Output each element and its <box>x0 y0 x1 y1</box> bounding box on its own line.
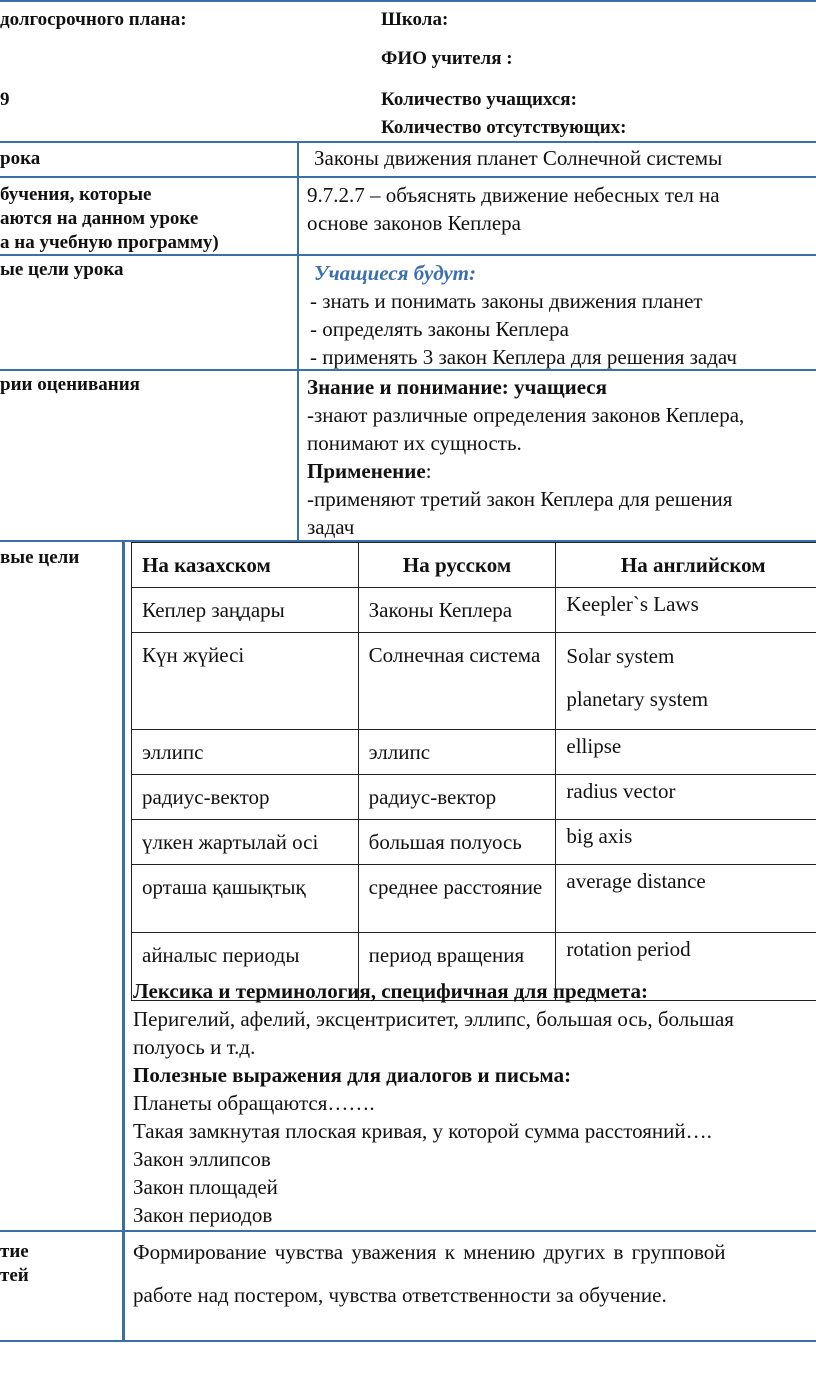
phrase-item: Такая замкнутая плоская кривая, у которой сумма расстояний…. <box>133 1119 712 1143</box>
criteria-line: -применяют третий закон Кеплера для решения <box>307 487 733 511</box>
russian-term: Законы Кеплера <box>358 588 556 633</box>
english-term-line: Solar system <box>566 644 675 668</box>
column-divider <box>297 141 299 541</box>
absent-label: Количество отсутствующих: <box>381 117 627 138</box>
lesson-goal-item: - знать и понимать законы движения планет <box>310 289 703 313</box>
language-goals-label: вые цели <box>0 547 80 568</box>
table-row <box>132 775 816 820</box>
english-term: big axis <box>556 820 816 865</box>
phrases-title: Полезные выражения для диалогов и письма: <box>133 1063 572 1087</box>
phrase-item: Закон площадей <box>133 1175 278 1199</box>
russian-term: среднее расстояние <box>358 865 556 933</box>
english-term: radius vector <box>556 775 816 820</box>
english-term: average distance <box>556 865 816 933</box>
lesson-goals-intro: Учащиеся будут: <box>314 261 476 285</box>
row-divider <box>0 141 816 143</box>
criteria-line: задач <box>307 515 355 539</box>
objectives-label-line: а на учебную программу) <box>0 232 219 253</box>
english-term: ellipse <box>556 730 816 775</box>
top-border <box>0 0 816 2</box>
phrase-item: Закон периодов <box>133 1203 273 1227</box>
lesson-goal-item: - определять законы Кеплера <box>310 317 569 341</box>
kazakh-term: Кеплер заңдары <box>132 588 359 633</box>
lesson-goal-item: - применять 3 закон Кеплера для решения задач <box>310 345 737 369</box>
criteria-label: рии оценивания <box>0 374 140 395</box>
vocab-line: Перигелий, афелий, эксцентриситет, эллипс, большая ось, большая <box>133 1007 734 1031</box>
topic-label: рока <box>0 148 41 169</box>
topic-value: Законы движения планет Солнечной системы <box>314 146 723 170</box>
english-term <box>556 633 816 730</box>
criteria-heading-application <box>307 457 432 485</box>
kazakh-term: радиус-вектор <box>132 775 359 820</box>
students-label: Количество учащихся: <box>381 89 577 110</box>
values-line: работе над постером, чувства ответственности за обучение. <box>133 1283 667 1307</box>
column-header-russian: На русском <box>358 543 556 588</box>
phrase-item: Закон эллипсов <box>133 1147 271 1171</box>
table-row <box>132 730 816 775</box>
russian-term: период вращения <box>358 933 556 1001</box>
grade-value: 9 <box>0 89 10 110</box>
column-divider <box>122 540 125 1341</box>
objectives-value-line: 9.7.2.7 – объяснять движение небесных тел на <box>307 183 720 207</box>
criteria-heading-colon: : <box>425 459 432 483</box>
russian-term: большая полуось <box>358 820 556 865</box>
criteria-line: понимают их сущность. <box>307 431 522 455</box>
table-row <box>132 820 816 865</box>
lesson-goals-label: ые цели урока <box>0 259 124 280</box>
objectives-label-line: аются на данном уроке <box>0 208 199 229</box>
russian-term: эллипс <box>358 730 556 775</box>
english-term: Keepler`s Laws <box>556 588 816 633</box>
russian-term: Солнечная система <box>358 633 556 730</box>
kazakh-term: Күн жүйесі <box>132 633 359 730</box>
row-divider <box>0 176 816 178</box>
values-label-line: тие <box>0 1241 29 1262</box>
values-line: Формирование чувства уважения к мнению других в групповой <box>133 1240 726 1264</box>
table-row <box>132 588 816 633</box>
column-header-kazakh: На казахском <box>132 543 359 588</box>
school-label: Школа: <box>381 9 449 30</box>
kazakh-term: үлкен жартылай осі <box>132 820 359 865</box>
objectives-label-line: бучения, которые <box>0 184 152 205</box>
vocab-title: Лексика и терминология, специфичная для предмета: <box>133 979 648 1003</box>
table-row <box>132 865 816 933</box>
plan-label: долгосрочного плана: <box>0 9 187 30</box>
english-term-line: planetary system <box>566 687 709 711</box>
column-header-english: На английском <box>556 543 816 588</box>
vocab-line: полуось и т.д. <box>133 1035 256 1059</box>
kazakh-term: айналыс периоды <box>132 933 359 1001</box>
objectives-value-line: основе законов Кеплера <box>307 211 521 235</box>
teacher-label: ФИО учителя : <box>381 48 513 69</box>
criteria-line: -знают различные определения законов Кеплера, <box>307 403 745 427</box>
russian-term: радиус-вектор <box>358 775 556 820</box>
table-row <box>132 633 816 730</box>
criteria-heading-knowledge: Знание и понимание: учащиеся <box>307 375 607 399</box>
values-label-line: тей <box>0 1265 29 1286</box>
criteria-heading-application-text: Применение <box>307 459 426 483</box>
kazakh-term: эллипс <box>132 730 359 775</box>
english-term: rotation period <box>556 933 816 1001</box>
vocabulary-table <box>131 542 816 1001</box>
kazakh-term: орташа қашықтық <box>132 865 359 933</box>
phrase-item: Планеты обращаются……. <box>133 1091 375 1115</box>
